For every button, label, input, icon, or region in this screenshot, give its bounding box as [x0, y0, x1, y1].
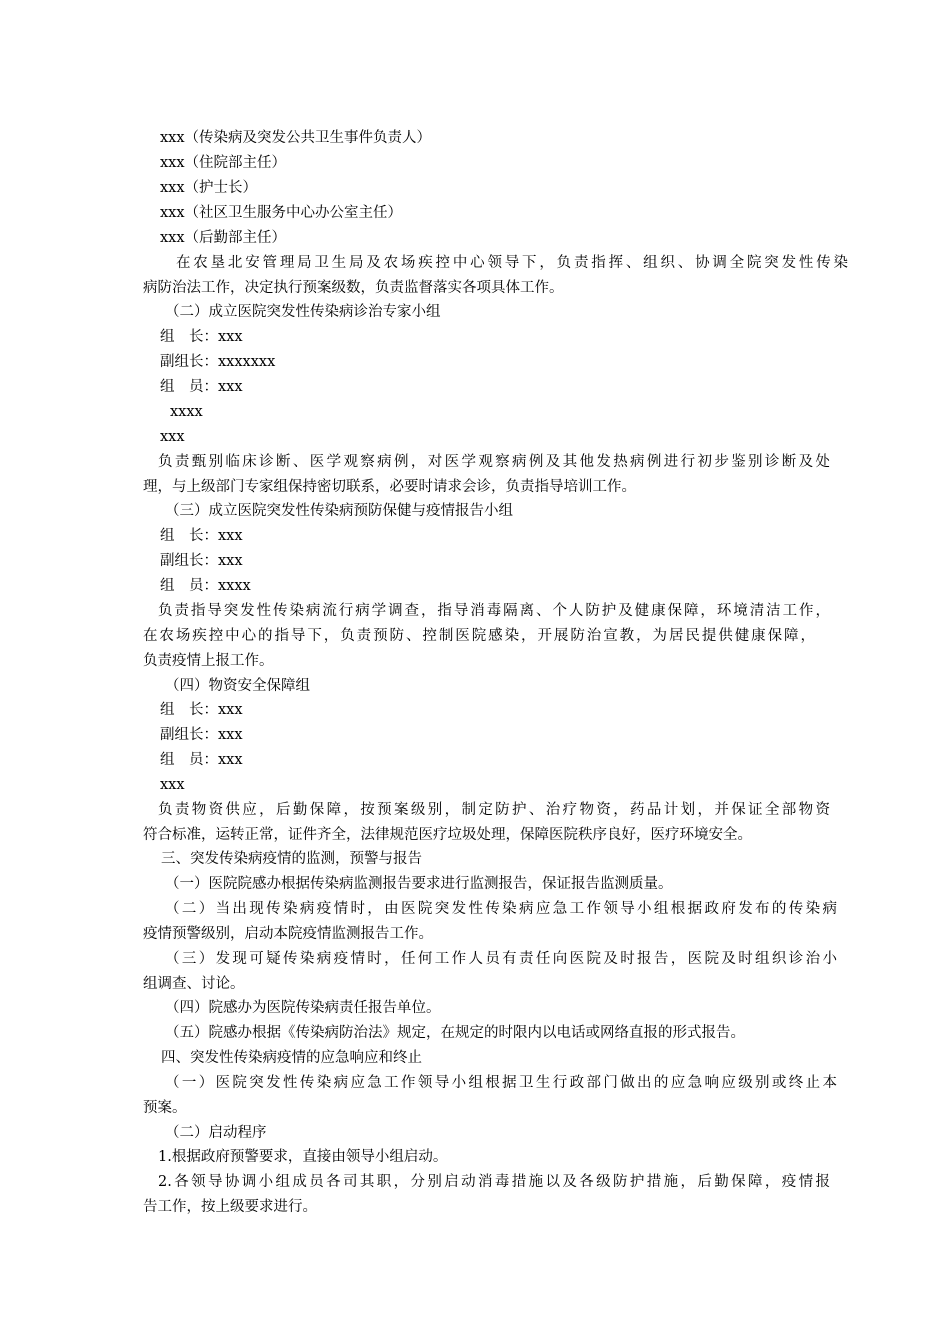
member-line: xxx（社区卫生服务中心办公室主任）	[160, 205, 403, 221]
paragraph-line: 病防治法工作，决定执行预案级数，负责监督落实各项具体工作。	[143, 280, 564, 296]
member-line: 组 员：xxxx	[160, 578, 251, 594]
member-line: 组 长：xxx	[160, 329, 243, 345]
paragraph-line: 在农场疾控中心的指导下，负责预防、控制医院感染，开展防治宣教，为居民提供健康保障，	[143, 628, 815, 644]
paragraph-line: 预案。	[143, 1100, 187, 1116]
paragraph-line: 告工作，按上级要求进行。	[143, 1199, 317, 1215]
paragraph-line: 负责指导突发性传染病流行病学调查，指导消毒隔离、个人防护及健康保障，环境清洁工作，	[158, 603, 830, 619]
member-line: 副组长：xxx	[160, 727, 243, 743]
paragraph-line: 理，与上级部门专家组保持密切联系，必要时请求会诊，负责指导培训工作。	[143, 479, 636, 495]
paragraph-line: 2.各领导协调小组成员各司其职，分别启动消毒措施以及各级防护措施，后勤保障，疫情报	[158, 1174, 830, 1190]
paragraph-line: （一）医院院感办根据传染病监测报告要求进行监测报告，保证报告监测质量。	[165, 876, 673, 892]
paragraph-line: （一）医院突发性传染病应急工作领导小组根据卫生行政部门做出的应急响应级别或终止本	[165, 1075, 837, 1091]
paragraph-line: 负责甄别临床诊断、医学观察病例，对医学观察病例及其他发热病例进行初步鉴别诊断及处	[158, 454, 830, 470]
paragraph-line: 符合标准，运转正常，证件齐全，法律规范医疗垃圾处理，保障医院秩序良好，医疗环境安全。	[143, 827, 752, 843]
member-line: xxx	[160, 429, 185, 445]
member-line: xxxx	[170, 404, 203, 420]
member-line: 组 长：xxx	[160, 702, 243, 718]
member-line: xxx（后勤部主任）	[160, 230, 287, 246]
member-line: 副组长：xxx	[160, 553, 243, 569]
paragraph-line: （二）当出现传染病疫情时，由医院突发性传染病应急工作领导小组根据政府发布的传染病	[165, 901, 837, 917]
paragraph-line: 负责疫情上报工作。	[143, 653, 274, 669]
section-heading: （四）物资安全保障组	[165, 678, 310, 694]
section-heading: （三）成立医院突发性传染病预防保健与疫情报告小组	[165, 503, 513, 519]
section-heading: （二）启动程序	[165, 1125, 267, 1141]
member-line: xxx	[160, 777, 185, 793]
paragraph-line: 负责物资供应，后勤保障，按预案级别，制定防护、治疗物资，药品计划，并保证全部物资	[158, 802, 830, 818]
member-line: 副组长：xxxxxxx	[160, 354, 276, 370]
chapter-heading: 四、突发性传染病疫情的应急响应和终止	[161, 1050, 422, 1066]
chapter-heading: 三、突发传染病疫情的监测，预警与报告	[161, 851, 422, 867]
member-line: 组 员：xxx	[160, 379, 243, 395]
paragraph-line: （三）发现可疑传染病疫情时，任何工作人员有责任向医院及时报告，医院及时组织诊治小	[165, 951, 837, 967]
member-line: 组 长：xxx	[160, 528, 243, 544]
paragraph-line: 1.根据政府预警要求，直接由领导小组启动。	[158, 1149, 448, 1165]
paragraph-line: 在农垦北安管理局卫生局及农场疾控中心领导下，负责指挥、组织、协调全院突发性传染	[176, 255, 848, 271]
paragraph-line: （四）院感办为医院传染病责任报告单位。	[165, 1000, 441, 1016]
member-line: 组 员：xxx	[160, 752, 243, 768]
member-line: xxx（传染病及突发公共卫生事件负责人）	[160, 130, 432, 146]
paragraph-line: 疫情预警级别，启动本院疫情监测报告工作。	[143, 926, 433, 942]
member-line: xxx（住院部主任）	[160, 155, 287, 171]
member-line: xxx（护士长）	[160, 180, 258, 196]
section-heading: （二）成立医院突发性传染病诊治专家小组	[165, 304, 441, 320]
paragraph-line: （五）院感办根据《传染病防治法》规定，在规定的时限内以电话或网络直报的形式报告。	[165, 1025, 745, 1041]
paragraph-line: 组调查、讨论。	[143, 976, 245, 992]
